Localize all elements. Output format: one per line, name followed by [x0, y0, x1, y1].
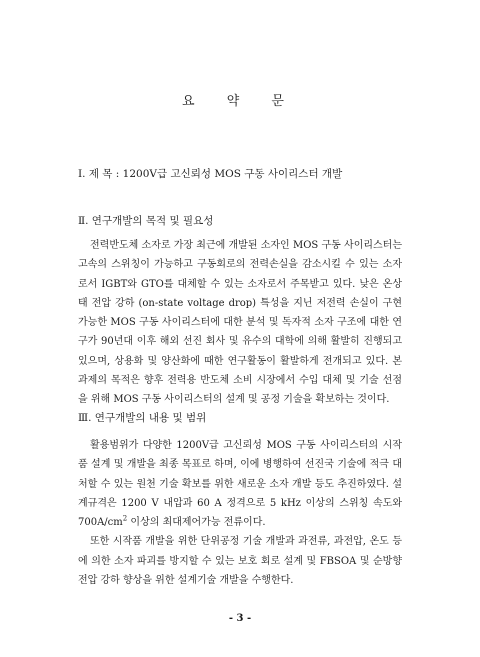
section-3-paragraph-1-text: 활용범위가 다양한 1200V급 고신뢰성 MOS 구동 사이리스터의 시작품 설계 및 개발을 최종 목표로 하며, 이에 병행하여 선진국 기술에 적극 대처할 수 있는 원천 기술 확보를 위한 새로운 소자 개발 등도 추진하였다. 설계규격은 1200 V 내압과 60 A 정격으로 5 kHz 이상의 스위칭 속도와 700A/cm	[78, 440, 402, 529]
section-2-paragraph: 전력반도체 소자로 가장 최근에 개발된 소자인 MOS 구동 사이리스터는 고속의 스위칭이 가능하고 구동회로의 전력손실을 감소시킬 수 있는 소자로서 IGBT와 GTO를 대체할 수 있는 소자로서 주목받고 있다. 낮은 온상태 전압 강하 (on-state voltage drop) 특성을 지닌 저전력 손실이 구현 가능한 MOS 구동 사이리스터에 대한 분석 및 독자적 소자 구조에 대한 연구가 90년대 이후 해외 선진 회사 및 유수의 대학에 의해 활발히 진행되고 있으며, 상용화 및 양산화에 때한 연구활동이 활발하게 전개되고 있다. 본 과제의 목적은 향후 전력용 반도체 소비 시장에서 수입 대체 및 기술 선점을 위해 MOS 구동 사이리스터의 설계 및 공정 기술을 확보하는 것이다.	[78, 240, 402, 406]
page-title: 요 약 문	[182, 94, 298, 109]
page-number: - 3 -	[228, 613, 252, 624]
section-1-title: Ⅰ. 제 목 : 1200V급 고신뢰성 MOS 구동 사이리스터 개발	[78, 168, 343, 180]
section-3-heading: Ⅲ. 연구개발의 내용 및 범위	[78, 412, 207, 424]
unit-superscript: 2	[122, 514, 128, 523]
section-3-paragraph-2: 또한 시작품 개발을 위한 단위공정 기술 개발과 과전류, 과전압, 온도 등에 의한 소자 파괴를 방지할 수 있는 보호 회로 설계 및 FBSOA 및 순방향 전압 강하 향상을 위한 설계기술 개발을 수행한다.	[78, 536, 402, 587]
section-2-heading: Ⅱ. 연구개발의 목적 및 필요성	[78, 215, 214, 227]
section-3-body	[78, 436, 402, 590]
section-3-paragraph-1	[78, 436, 402, 532]
section-3-paragraph-1-tail: 이상의 최대제어가능 전류이다.	[127, 517, 266, 529]
section-2-body	[78, 236, 402, 410]
